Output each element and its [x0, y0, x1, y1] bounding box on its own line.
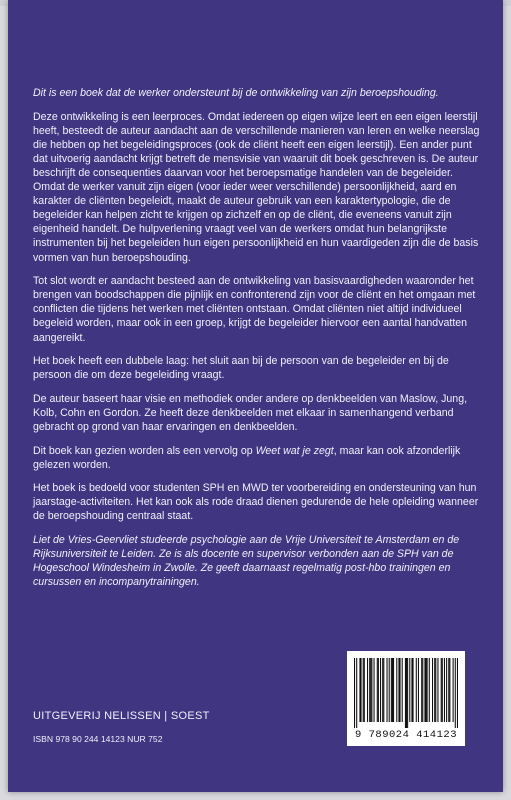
barcode-bar — [364, 658, 365, 722]
author-bio: Liet de Vries-Geervliet studeerde psychologie aan de Vrije Universiteit te Amsterdam en de Rijksuniversiteit te Leiden. Ze is als docente en supervisor verbonden aan de SPH van de Hogeschool Windesheim in Zwolle. Ze geeft daarnaast regelmatig post-hbo trainingen en cursussen en incompanytrainingen. — [33, 534, 460, 589]
paragraph-skills: Tot slot wordt er aandacht besteed aan de ontwikkeling van basisvaardigheden waaronder het brengen van boodschappen die pijnlijk en confronterend zijn voor de cliënt en het omgaan met conflicten die tijdens het werken met cliënten ontstaan. Omdat cliënten niet altijd individueel begeleid worden, maar ook in een groep, krijgt de begeleider hiervoor een aantal handvatten aangereikt. — [33, 275, 476, 344]
barcode-bar — [422, 658, 423, 722]
cover-text — [33, 86, 481, 599]
barcode-digits: 9 789024 414123 — [354, 729, 457, 741]
sequel-after: , maar kan ook afzonderlijk gelezen worden. — [33, 444, 461, 471]
paragraph-sequel — [33, 444, 481, 472]
barcode-bar — [432, 658, 433, 722]
barcode-bar — [396, 658, 397, 722]
barcode-bar — [387, 658, 388, 722]
sequel-before: Dit boek kan gezien worden als een vervolg op — [33, 444, 256, 457]
barcode-bar — [392, 658, 393, 722]
barcode-bar — [369, 658, 370, 722]
barcode-bar — [427, 658, 428, 722]
barcode-bar — [371, 658, 372, 722]
barcode-bar — [382, 658, 383, 722]
barcode-bar — [367, 658, 368, 722]
barcode-bar — [455, 658, 456, 728]
isbn-line: ISBN 978 90 244 14123 NUR 752 — [33, 734, 163, 744]
barcode-bar — [411, 658, 412, 722]
barcode-bar — [359, 658, 360, 722]
barcode-bar — [442, 658, 443, 722]
barcode-bar — [374, 658, 375, 722]
barcode-bar — [449, 658, 450, 722]
barcode-bars — [354, 658, 458, 728]
barcode-bar — [446, 658, 447, 722]
barcode-bar — [434, 658, 435, 722]
barcode-bar — [402, 658, 403, 722]
barcode-bar — [356, 658, 357, 728]
barcode-bar — [429, 658, 430, 722]
paragraph-double-layer: Het boek heeft een dubbele laag: het sluit aan bij de persoon van de begeleider en bij de persoon die om deze begeleiding vraagt. — [33, 355, 449, 382]
barcode-bar — [409, 658, 410, 722]
paragraph-audience: Het boek is bedoeld voor studenten SPH en MWD ter voorbereiding en ondersteuning van hun jaarstage-activiteiten. Het kan ook als rode draad dienen gedurende de hele opleiding wanneer de beroepshouding centraal staat. — [33, 482, 479, 523]
sequel-title: Weet wat je zegt — [255, 444, 334, 457]
barcode-bar — [448, 658, 449, 722]
barcode-bar — [383, 658, 384, 722]
barcode-bar — [453, 658, 454, 722]
barcode-bar — [370, 658, 371, 722]
paragraph-sources: De auteur baseert haar visie en methodiek onder andere op denkbeelden van Maslow, Jung, Kolb, Cohn en Gordon. Ze heeft deze denkbeelden met elkaar in samenhangend verband gebracht op grond van haar ervaringen en denkbeelden. — [33, 392, 468, 433]
barcode-bar — [406, 658, 407, 728]
barcode-bar — [444, 658, 445, 722]
publisher-name: UITGEVERIJ NELISSEN | SOEST — [33, 710, 210, 722]
barcode-bar — [441, 658, 442, 722]
barcode-bar — [416, 658, 417, 722]
barcode-bar — [400, 658, 401, 722]
barcode-bar — [389, 658, 390, 722]
barcode-bar — [435, 658, 436, 722]
barcode — [347, 651, 465, 746]
barcode-bar — [391, 658, 392, 722]
barcode-bar — [398, 658, 399, 722]
barcode-bar — [354, 658, 355, 728]
paragraph-learning: Deze ontwikkeling is een leerproces. Omdat iedereen op eigen wijze leert en een eigen leerstijl heeft, besteedt de auteur aandacht aan de verschillende manieren van leren en welke neerslag die hebben op het begeleidingsproces (ook de cliënt heeft een eigen leerstijl). Een ander punt dat uitvoerig aandacht krijgt betreft de mensvisie van waaruit dit boek geschreven is. De auteur beschrijft de consequenties daarvan voor het beroepsmatige handelen van de begeleider. Omdat de werker vanuit zijn eigen (voor ieder weer verschillende) persoonlijkheid, aard en karakter de cliënten begeleidt, maakt de auteur gebruik van een karaktertypologie, die de begeleider kan helpen zicht te krijgen op zichzelf en op de cliënt, die eveneens vanuit zijn eigenheid handelt. De hulpverlening vraagt veel van de werkers omdat hun belangrijkste instrumenten bij het begeleiden hun eigen persoonlijkheid en hun vaardigeden zijn die de basis vormen van hun beroepshouding. — [33, 110, 480, 264]
barcode-bar — [424, 658, 425, 722]
barcode-bar — [437, 658, 438, 722]
barcode-bar — [380, 658, 381, 722]
intro-text: Dit is een boek dat de werker ondersteunt bij de ontwikkeling van zijn beroepshouding. — [33, 87, 439, 99]
barcode-bar — [405, 658, 406, 728]
barcode-bar — [363, 658, 364, 722]
barcode-bar — [407, 658, 408, 728]
barcode-bar — [418, 658, 419, 722]
barcode-bar — [421, 658, 422, 722]
barcode-bar — [413, 658, 414, 722]
barcode-bar — [426, 658, 427, 722]
barcode-bar — [361, 658, 362, 722]
barcode-bar — [377, 658, 378, 722]
barcode-bar — [378, 658, 379, 722]
barcode-bar — [457, 658, 458, 728]
barcode-bar — [393, 658, 394, 722]
